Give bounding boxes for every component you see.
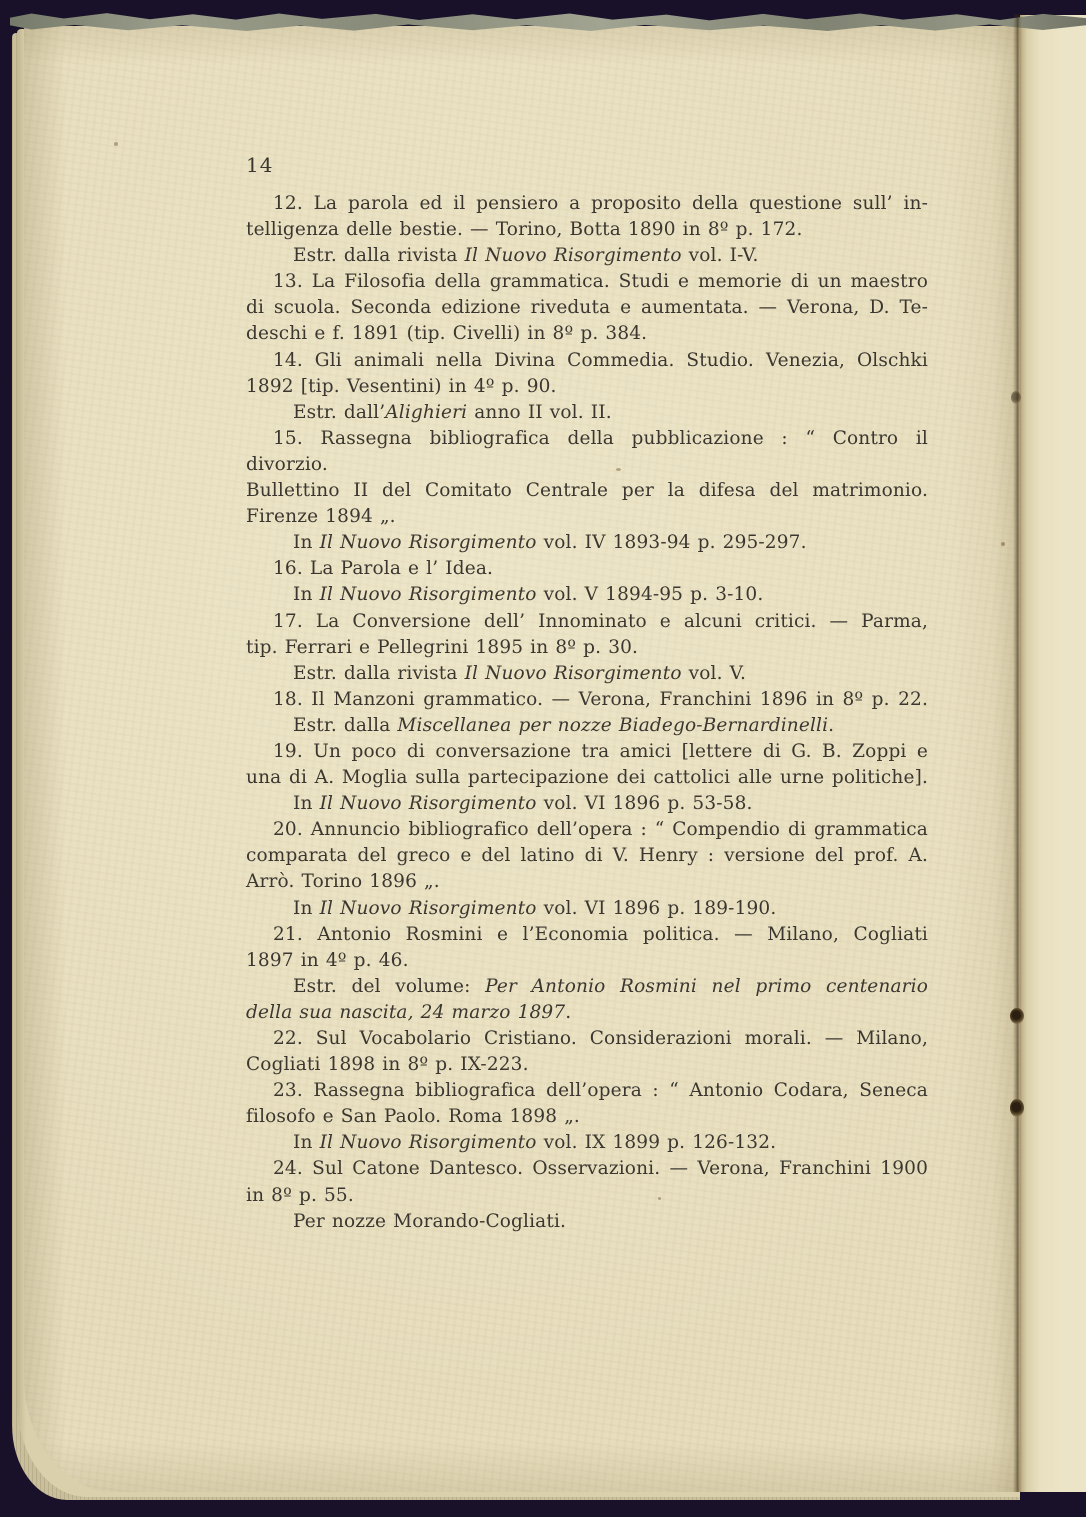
- text-segment: Cogliati 1898 in 8º p. IX-223.: [246, 1054, 529, 1076]
- text-segment: In: [293, 532, 320, 554]
- text-segment: Arrò. Torino 1896 „.: [246, 871, 440, 893]
- text-line: [246, 217, 928, 243]
- text-line: [246, 1130, 928, 1156]
- text-line: [246, 1026, 928, 1052]
- paper-speck: [1001, 542, 1005, 546]
- text-line: [246, 556, 928, 582]
- text-line: [246, 348, 928, 374]
- text-segment: Per nozze Morando-Cogliati.: [293, 1210, 567, 1232]
- text-line: [246, 478, 928, 504]
- italic-text-segment: della sua nascita, 24 marzo 1897: [246, 1001, 566, 1023]
- text-segment: vol. VI 1896 p. 53-58.: [536, 793, 753, 815]
- text-segment: In: [293, 897, 320, 919]
- text-segment: 17. La Conversione dell’ Innominato e alcuni critici. — Parma,: [273, 610, 928, 632]
- text-line: [246, 1078, 928, 1104]
- text-segment: 16. La Parola e l’ Idea.: [273, 558, 494, 580]
- text-segment: vol. V 1894-95 p. 3-10.: [536, 584, 764, 606]
- facing-page-edge: [1020, 15, 1086, 1492]
- bibliography-note: [246, 582, 928, 608]
- text-line: [246, 713, 928, 739]
- book-page: [24, 26, 1020, 1492]
- bibliography-entry: [246, 609, 928, 661]
- italic-text-segment: Il Nuovo Risorgimento: [319, 897, 537, 919]
- text-line: [246, 191, 928, 217]
- text-line: [246, 974, 928, 1000]
- text-line: [246, 661, 928, 687]
- text-line: [246, 1183, 928, 1209]
- text-segment: in 8º p. 55.: [246, 1184, 354, 1206]
- text-line: [246, 295, 928, 321]
- text-segment: vol. V.: [681, 662, 746, 684]
- text-segment: Estr. dall’: [293, 401, 386, 423]
- stitch-hole: [1010, 1008, 1024, 1024]
- text-line: [246, 243, 928, 269]
- bibliography-entry: [246, 1156, 928, 1208]
- text-segment: Estr. dalla: [293, 714, 398, 736]
- text-line: [246, 504, 928, 530]
- bibliography-note: [246, 974, 928, 1026]
- bibliography-entry: [246, 191, 928, 243]
- text-segment: 21. Antonio Rosmini e l’Economia politica. — Milano, Cogliati: [273, 923, 928, 945]
- text-line: [246, 948, 928, 974]
- bibliography-list: [246, 191, 928, 1235]
- bibliography-entry: [246, 556, 928, 582]
- bibliography-note: [246, 1209, 928, 1235]
- text-segment: Estr. del volume:: [293, 975, 486, 997]
- text-segment: tip. Ferrari e Pellegrini 1895 in 8º p. 30.: [246, 636, 639, 658]
- gutter-crease: [1013, 14, 1022, 1492]
- text-segment: 1892 [tip. Vesentini) in 4º p. 90.: [246, 375, 557, 397]
- stitch-hole: [1011, 391, 1021, 404]
- bibliography-entry: [246, 269, 928, 347]
- text-line: [246, 530, 928, 556]
- bibliography-entry: [246, 1078, 928, 1130]
- text-segment: Estr. dalla rivista: [293, 662, 465, 684]
- text-line: [246, 739, 928, 765]
- bibliography-entry: [246, 426, 928, 530]
- text-segment: Firenze 1894 „.: [246, 506, 396, 528]
- page-number: 14: [246, 153, 274, 177]
- text-line: [246, 1000, 928, 1026]
- text-segment: deschi e f. 1891 (tip. Civelli) in 8º p. 384.: [246, 323, 648, 345]
- text-segment: 18. Il Manzoni grammatico. — Verona, Franchini 1896 in 8º p. 22.: [273, 688, 928, 710]
- bibliography-note: [246, 791, 928, 817]
- text-segment: filosofo e San Paolo. Roma 1898 „.: [246, 1106, 580, 1128]
- text-segment: vol. IX 1899 p. 126-132.: [536, 1132, 777, 1154]
- text-line: [246, 609, 928, 635]
- italic-text-segment: Il Nuovo Risorgimento: [319, 532, 537, 554]
- text-segment: vol. IV 1893-94 p. 295-297.: [536, 532, 807, 554]
- text-line: [246, 1104, 928, 1130]
- text-segment: 14. Gli animali nella Divina Commedia. Studio. Venezia, Olschki: [273, 349, 928, 371]
- text-segment: 13. La Filosofia della grammatica. Studi e memorie di un maestro: [273, 271, 928, 293]
- text-segment: .: [828, 714, 835, 736]
- text-line: [246, 896, 928, 922]
- text-line: [246, 400, 928, 426]
- text-line: [246, 321, 928, 347]
- text-segment: In: [293, 1132, 320, 1154]
- text-line: [246, 374, 928, 400]
- text-line: [246, 843, 928, 869]
- text-segment: 22. Sul Vocabolario Cristiano. Considerazioni morali. — Milano,: [273, 1028, 928, 1049]
- text-segment: 19. Un poco di conversazione tra amici [lettere di G. B. Zoppi e: [273, 740, 928, 762]
- bibliography-note: [246, 243, 928, 269]
- text-line: [246, 922, 928, 948]
- text-segment: telligenza delle bestie. — Torino, Botta 1890 in 8º p. 172.: [246, 219, 803, 241]
- text-segment: 15. Rassegna bibliografica della pubblicazione : “ Contro il divorzio.: [246, 427, 928, 475]
- bibliography-entry: [246, 687, 928, 713]
- text-segment: In: [293, 793, 320, 815]
- bibliography-note: [246, 530, 928, 556]
- italic-text-segment: Il Nuovo Risorgimento: [319, 1132, 537, 1154]
- text-line: [246, 1156, 928, 1182]
- text-line: [246, 269, 928, 295]
- text-line: [246, 426, 928, 478]
- text-segment: 12. La parola ed il pensiero a proposito della questione sull’ in-: [273, 193, 928, 214]
- bibliography-entry: [246, 348, 928, 400]
- bibliography-note: [246, 713, 928, 739]
- text-line: [246, 817, 928, 843]
- text-line: [246, 791, 928, 817]
- italic-text-segment: Miscellanea per nozze Biadego-Bernardinelli: [397, 714, 829, 736]
- text-segment: .: [565, 1001, 572, 1023]
- text-segment: Estr. dalla rivista: [293, 245, 465, 267]
- text-segment: 24. Sul Catone Dantesco. Osservazioni. — Verona, Franchini 1900: [273, 1158, 928, 1180]
- text-segment: una di A. Moglia sulla partecipazione dei cattolici alle urne politiche].: [246, 767, 928, 789]
- bibliography-note: [246, 400, 928, 426]
- italic-text-segment: Alighieri: [385, 401, 468, 423]
- text-segment: 1897 in 4º p. 46.: [246, 949, 409, 971]
- bibliography-note: [246, 661, 928, 687]
- text-line: [246, 869, 928, 895]
- italic-text-segment: Il Nuovo Risorgimento: [464, 245, 682, 267]
- text-segment: vol. I-V.: [681, 245, 759, 267]
- italic-text-segment: Per Antonio Rosmini nel primo centenario: [485, 975, 928, 997]
- text-segment: In: [293, 584, 320, 606]
- text-line: [246, 1052, 928, 1078]
- text-line: [246, 687, 928, 713]
- bibliography-note: [246, 1130, 928, 1156]
- bibliography-entry: [246, 739, 928, 791]
- paper-speck: [114, 142, 118, 146]
- text-segment: Bullettino II del Comitato Centrale per la difesa del matrimonio.: [246, 480, 928, 502]
- text-line: [246, 582, 928, 608]
- text-segment: anno II vol. II.: [467, 401, 612, 423]
- italic-text-segment: Il Nuovo Risorgimento: [319, 793, 537, 815]
- text-line: [246, 635, 928, 661]
- stitch-hole: [1010, 1099, 1024, 1117]
- italic-text-segment: Il Nuovo Risorgimento: [319, 584, 537, 606]
- italic-text-segment: Il Nuovo Risorgimento: [464, 662, 682, 684]
- text-segment: di scuola. Seconda edizione riveduta e aumentata. — Verona, D. Te-: [246, 297, 928, 319]
- page-content: [246, 152, 928, 1235]
- bibliography-entry: [246, 1026, 928, 1078]
- bibliography-entry: [246, 817, 928, 895]
- text-line: [246, 1209, 928, 1235]
- bibliography-note: [246, 896, 928, 922]
- text-segment: 23. Rassegna bibliografica dell’opera : “ Antonio Codara, Seneca: [273, 1080, 928, 1102]
- text-segment: comparata del greco e del latino di V. Henry : versione del prof. A.: [246, 845, 928, 867]
- text-segment: 20. Annuncio bibliografico dell’opera : “ Compendio di grammatica: [273, 819, 928, 841]
- text-line: [246, 765, 928, 791]
- bibliography-entry: [246, 922, 928, 974]
- text-segment: vol. VI 1896 p. 189-190.: [536, 897, 777, 919]
